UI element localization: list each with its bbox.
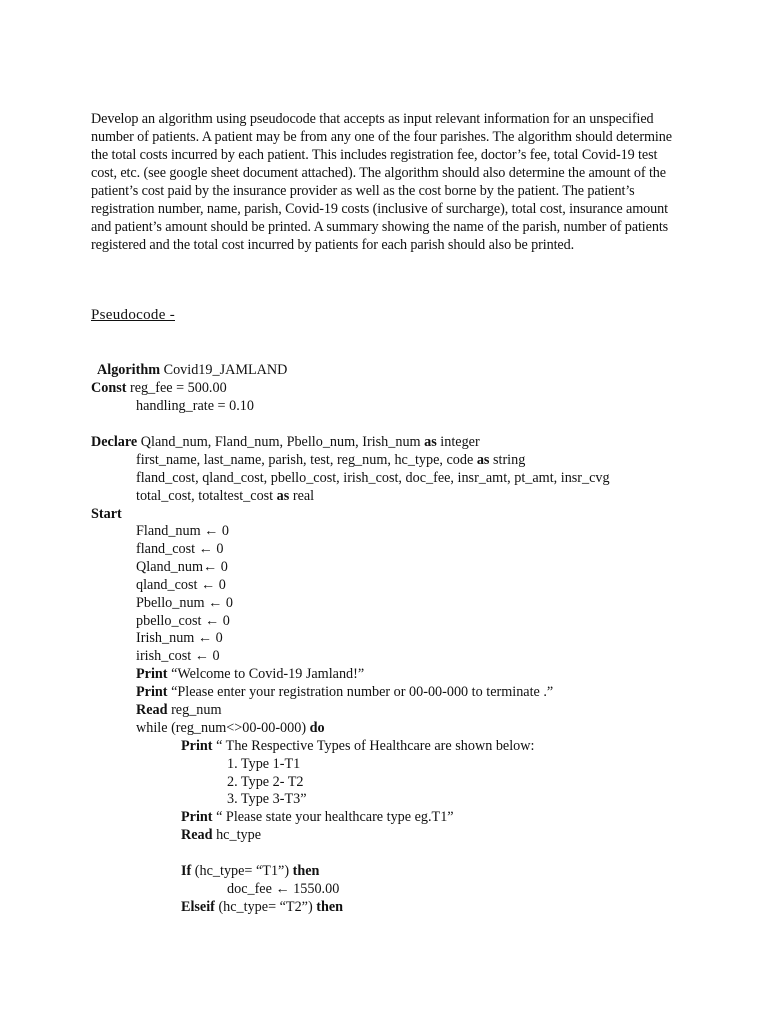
init-line: irish_cost ← 0 (136, 648, 220, 664)
type-list-item: 1. Type 1-T1 (227, 756, 301, 772)
init-line: Irish_num ← 0 (136, 630, 223, 646)
read-regnum-line: Read reg_num (136, 702, 222, 718)
read-hctype-line: Read hc_type (181, 827, 261, 843)
intro-paragraph: Develop an algorithm using pseudocode that accepts as input relevant information for an unspecified number of patients. A patient may be from any one of the four parishes. The algorithm should determine the total costs incurred by each patient. This includes registration fee, doctor’s fee, total Covid-19 test cost, etc. (see google sheet document attached). The algorithm should also determine the amount of the patient’s cost paid by the insurance provider as well as the cost borne by the patient. The patient’s registration number, name, parish, Covid-19 costs (inclusive of surcharge), total cost, insurance amount and patient’s amount should be printed. A summary showing the name of the parish, number of patients registered and the total cost incurred by patients for each parish should also be printed. (91, 111, 672, 253)
init-line: Qland_num← 0 (136, 559, 228, 575)
start-line: Start (91, 506, 122, 522)
elseif-line: Elseif (hc_type= “T2”) then (181, 899, 344, 915)
const-line-2: handling_rate = 0.10 (136, 398, 254, 414)
init-line: qland_cost ← 0 (136, 577, 226, 593)
init-line: pbello_cost ← 0 (136, 613, 230, 629)
print-types-line: Print “ The Respective Types of Healthcare are shown below: (181, 738, 535, 754)
type-list-item: 2. Type 2- T2 (227, 774, 304, 790)
init-line: fland_cost ← 0 (136, 541, 224, 557)
declare-line-4: total_cost, totaltest_cost as real (136, 488, 315, 504)
declare-line-2: first_name, last_name, parish, test, reg_num, hc_type, code as string (136, 452, 526, 468)
init-line: Fland_num ← 0 (136, 523, 230, 539)
assign-docfee-line: doc_fee ← 1550.00 (227, 881, 340, 897)
type-list-item: 3. Type 3-T3” (227, 791, 307, 807)
print-state-line: Print “ Please state your healthcare type eg.T1” (181, 809, 454, 825)
if-line: If (hc_type= “T1”) then (181, 863, 320, 879)
declare-line-1: Declare Qland_num, Fland_num, Pbello_num, Irish_num as integer (91, 434, 480, 450)
print-enter-line: Print “Please enter your registration number or 00-00-000 to terminate .” (136, 684, 554, 700)
algorithm-line: Algorithm Covid19_JAMLAND (97, 362, 288, 378)
while-line: while (reg_num<>00-00-000) do (136, 720, 325, 736)
print-welcome-line: Print “Welcome to Covid-19 Jamland!” (136, 666, 365, 682)
pseudocode-heading: Pseudocode - (91, 307, 175, 323)
init-line: Pbello_num ← 0 (136, 595, 233, 611)
const-line-1: Const reg_fee = 500.00 (91, 380, 227, 396)
declare-line-3: fland_cost, qland_cost, pbello_cost, irish_cost, doc_fee, insr_amt, pt_amt, insr_cvg (136, 470, 610, 486)
